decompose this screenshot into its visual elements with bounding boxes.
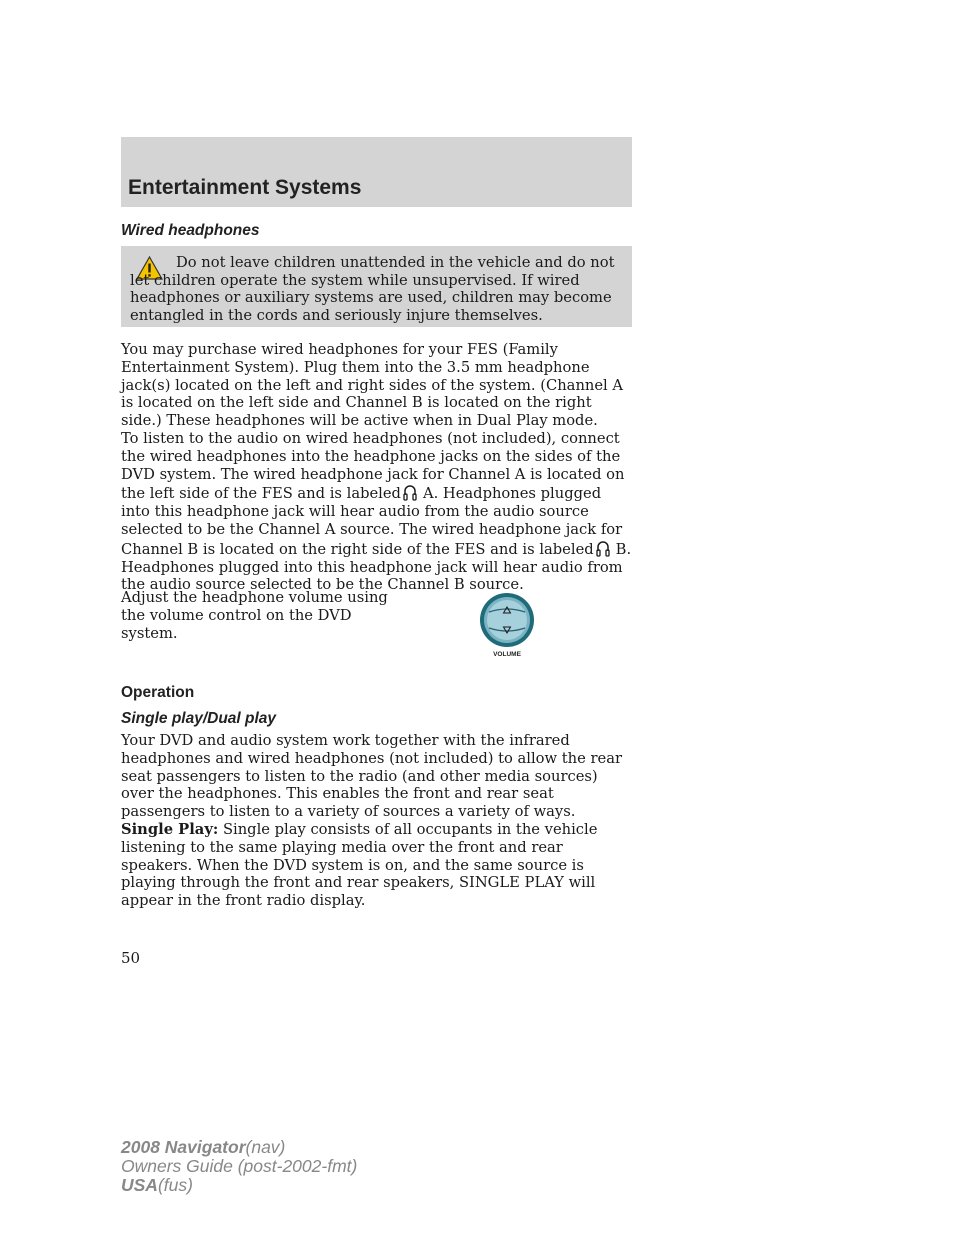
footer-model: 2008 Navigator (121, 1137, 246, 1157)
paragraph-volume: Adjust the headphone volume using the volume control on the DVD system. (121, 589, 388, 642)
footer-line-2: Owners Guide (post-2002-fmt) (121, 1156, 358, 1176)
paragraph-text: B. Headphones plugged into this headphone jack will hear audio from the audio source selected to be the Channel B source. (121, 540, 632, 594)
page-number: 50 (121, 949, 141, 967)
paragraph-text: A. Headphones plugged into this headphone jack will hear audio from the audio source selected to be the Channel A source. The wired headphone jack for Channel B is located on the right side of the FES and is labeled (121, 485, 623, 558)
paragraph-wired-purchase: You may purchase wired headphones for your FES (Family Entertainment System). Plug them into the 3.5 mm headphone jack(s) located on the left and right sides of the system. (Channel A is located on the left side and Channel B is located on the right side.) These headphones will be active when in Dual Play mode. (121, 341, 624, 430)
paragraph-operation: Your DVD and audio system work together with the infrared headphones and wired headphones (not included) to allow the rear seat passengers to listen to the radio (and other media sources) over the headphones. This enables the front and rear seat passengers to listen to a variety of sources a variety of ways. (121, 732, 622, 821)
headphone-icon (596, 539, 610, 557)
volume-label: VOLUME (493, 651, 521, 658)
section-heading-wired-headphones: Wired headphones (121, 222, 260, 239)
paragraph-text: To listen to the audio on wired headphones (not included), connect the wired headphones into the headphone jacks on the sides of the DVD system. The wired headphone jack for Channel A is located on the left side of the FES and is labeled (121, 430, 625, 503)
single-play-label: Single Play: (121, 821, 219, 838)
footer-model-code: (nav) (245, 1137, 286, 1157)
paragraph-single-play (121, 821, 633, 910)
section-heading-operation: Operation (121, 684, 195, 701)
single-play-text: Single play consists of all occupants in the vehicle listening to the same playing media over the front and rear speakers. When the DVD system is on, and the same source is playing through the front and rear speakers, SINGLE PLAY will appear in the front radio display. (121, 821, 598, 910)
subheading-single-dual-play: Single play/Dual play (121, 710, 277, 727)
footer-line-1 (121, 1138, 357, 1157)
footer-market: USA (121, 1175, 158, 1195)
page-title: Entertainment Systems (128, 176, 362, 199)
footer-line-3 (121, 1176, 357, 1195)
headphone-icon (403, 483, 417, 501)
warning-text: Do not leave children unattended in the vehicle and do not let children operate the system while unsupervised. If wired headphones or auxiliary systems are used, children may become entangled in the cords and seriously injure themselves. (130, 254, 615, 325)
volume-knob-icon (475, 592, 539, 658)
footer (121, 1138, 357, 1195)
footer-market-code: (fus) (157, 1175, 193, 1195)
paragraph-wired-listen (121, 430, 633, 594)
